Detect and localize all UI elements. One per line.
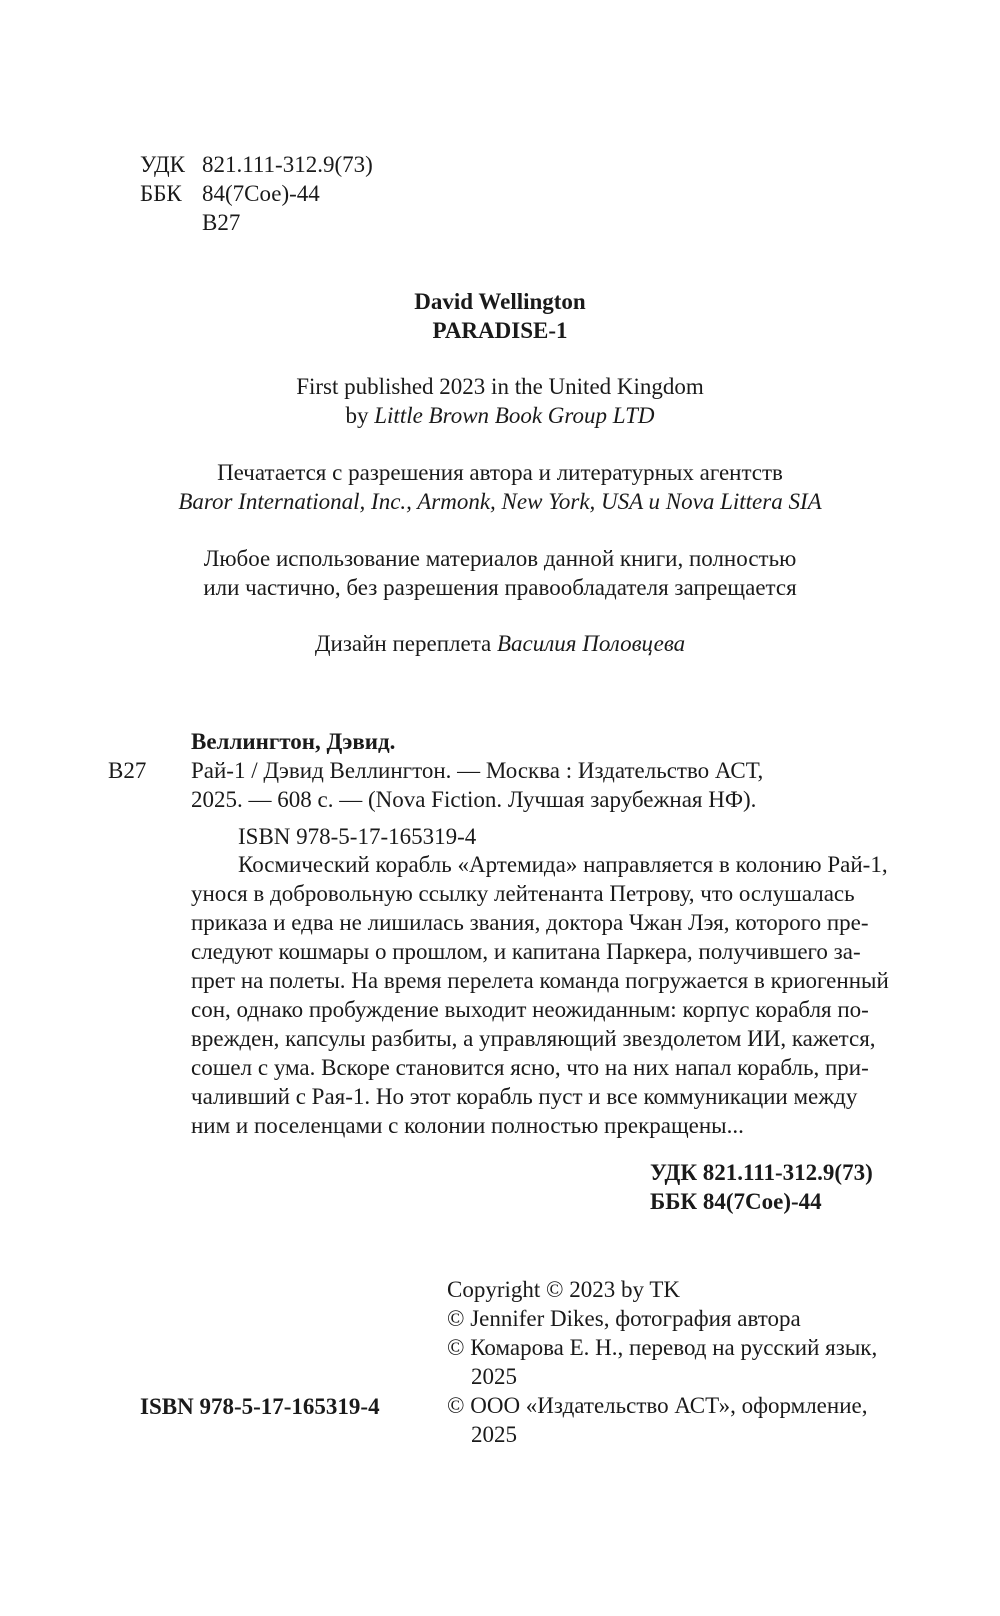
annotation-line: чаливший с Рая-1. Но этот корабль пуст и все коммуникации между xyxy=(191,1084,858,1109)
annotation-line: Космический корабль «Артемида» направляется в колонию Рай-1, xyxy=(238,852,888,877)
copyright-line-1: Copyright © 2023 by TK xyxy=(447,1277,680,1302)
udk-value: 821.111-312.9(73) xyxy=(202,152,373,177)
restriction-line-1: Любое использование материалов данной книги, полностью xyxy=(203,546,797,571)
bbk-row xyxy=(140,179,373,208)
copyright-block xyxy=(447,1275,878,1449)
annotation-line: ним и поселенцами с колонии полностью прекращены... xyxy=(191,1113,744,1138)
copyright-line-3: © Комарова Е. Н., перевод на русский язык, xyxy=(447,1335,878,1360)
isbn-bottom: ISBN 978-5-17-165319-4 xyxy=(140,1394,380,1419)
udk-label: УДК xyxy=(140,152,185,177)
original-title: PARADISE-1 xyxy=(432,318,568,343)
copyright-line-2: © Jennifer Dikes, фотография автора xyxy=(447,1306,801,1331)
copyright-line-3b: 2025 xyxy=(471,1364,517,1389)
catalog-heading: Веллингтон, Дэвид. xyxy=(191,729,396,754)
bbk-value: 84(7Сое)-44 xyxy=(202,181,320,206)
publisher-name: Little Brown Book Group LTD xyxy=(374,403,655,428)
annotation xyxy=(191,850,889,1140)
design-prefix: Дизайн переплета xyxy=(314,631,492,656)
annotation-line: унося в добровольную ссылку лейтенанта Петрову, что ослушалась xyxy=(191,881,855,906)
bbk-label: ББК xyxy=(140,181,182,206)
catalog-udk: УДК 821.111-312.9(73) xyxy=(650,1160,873,1185)
first-published: First published 2023 in the United Kingdom xyxy=(296,374,704,399)
by-prefix: by xyxy=(345,403,369,428)
udk-row xyxy=(140,150,373,179)
classification-codes xyxy=(140,150,373,237)
author-mark: В27 xyxy=(202,210,241,235)
annotation-line: прет на полеты. На время перелета команда погружается в криогенный xyxy=(191,968,889,993)
copyright-line-4b: 2025 xyxy=(471,1422,517,1447)
catalog-mark: В27 xyxy=(108,758,147,783)
original-author: David Wellington xyxy=(414,289,586,314)
annotation-line: врежден, капсулы разбиты, а управляющий звездолетом ИИ, кажется, xyxy=(191,1026,876,1051)
annotation-line: приказа и едва не лишилась звания, доктора Чжан Лэя, которого пре- xyxy=(191,910,869,935)
annotation-line: сошел с ума. Вскоре становится ясно, что на них напал корабль, при- xyxy=(191,1055,869,1080)
annotation-line: следуют кошмары о прошлом, и капитана Паркера, получившего за- xyxy=(191,939,861,964)
publisher-line xyxy=(0,401,1000,430)
permission-line-2: Baror International, Inc., Armonk, New York, USA и Nova Littera SIA xyxy=(178,489,822,514)
copyright-line-4: © ООО «Издательство АСТ», оформление, xyxy=(447,1393,868,1418)
catalog-isbn: ISBN 978-5-17-165319-4 xyxy=(238,824,477,849)
catalog-line-2: 2025. — 608 с. — (Nova Fiction. Лучшая зарубежная НФ). xyxy=(191,787,757,812)
annotation-line: сон, однако пробуждение выходит неожиданным: корпус корабля по- xyxy=(191,997,869,1022)
restriction-line-2: или частично, без разрешения правообладателя запрещается xyxy=(203,575,797,600)
permission-line-1: Печатается с разрешения автора и литературных агентств xyxy=(217,460,783,485)
catalog-bbk: ББК 84(7Сое)-44 xyxy=(650,1189,822,1214)
designer-name: Василия Половцева xyxy=(497,631,686,656)
cover-design-credit xyxy=(0,629,1000,658)
catalog-line-1: Рай-1 / Дэвид Веллингтон. — Москва : Издательство АСТ, xyxy=(191,758,764,783)
